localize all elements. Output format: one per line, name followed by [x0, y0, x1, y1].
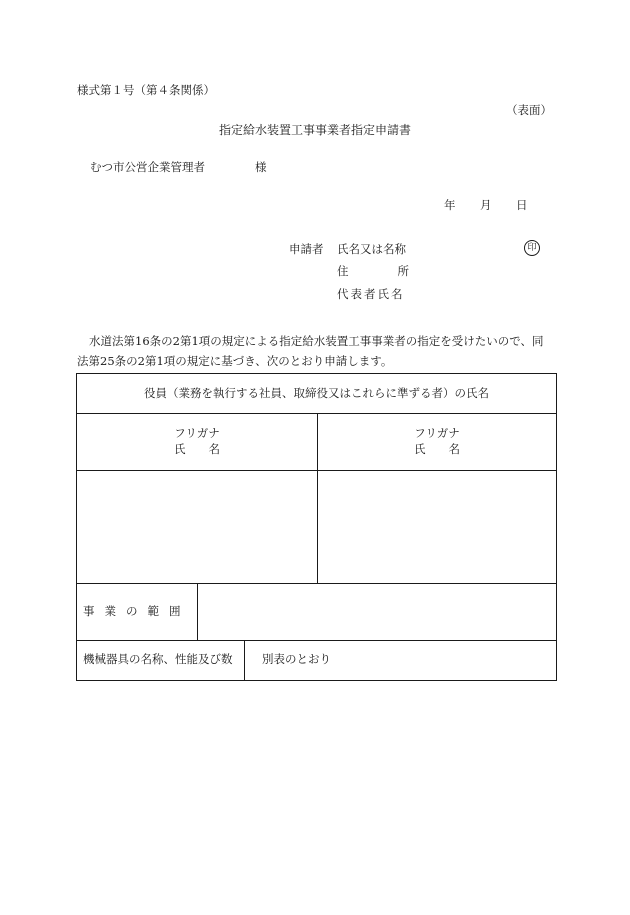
application-table — [76, 373, 557, 681]
left-name-label: 氏 名 — [174, 441, 220, 456]
column-divider — [197, 583, 198, 640]
recipient-name: むつ市公営企業管理者 — [90, 160, 205, 174]
officers-heading: 役員（業務を執行する社員、取締役又はこれらに準ずる者）の氏名 — [144, 386, 489, 400]
right-name-label: 氏 名 — [414, 441, 460, 456]
date-year: 年 — [444, 198, 456, 212]
address-char-1: 住 — [337, 264, 349, 278]
business-scope-label: 事業の範囲 — [83, 604, 191, 618]
applicant-name-label: 氏名又は名称 — [337, 242, 406, 256]
applicant-address-label — [337, 266, 409, 278]
row-divider — [77, 640, 556, 641]
date-month: 月 — [480, 198, 492, 212]
document-title: 指定給水装置工事事業者指定申請書 — [218, 123, 411, 137]
address-char-2: 所 — [397, 264, 409, 278]
row-divider — [77, 583, 556, 584]
equipment-value: 別表のとおり — [262, 652, 331, 666]
applicant-label: 申請者 — [289, 242, 324, 256]
application-statement: 水道法第16条の2第1項の規定による指定給水装置工事事業者の指定を受けたいので、同法第25条の2第1項の規定に基づき、次のとおり申請します。 — [77, 334, 544, 368]
column-divider — [244, 640, 245, 680]
representative-label: 代表者氏名 — [337, 287, 405, 301]
right-furigana-label: フリガナ — [414, 426, 460, 440]
left-name-column-header — [77, 428, 317, 455]
left-furigana-label: フリガナ — [174, 426, 220, 440]
date-day: 日 — [516, 198, 528, 212]
recipient-honorific: 様 — [255, 160, 267, 174]
right-name-column-header — [317, 428, 557, 455]
equipment-label: 機械器具の名称、性能及び数 — [83, 652, 233, 666]
seal-icon: 印 — [524, 240, 540, 256]
page-side-label: （表面） — [506, 103, 552, 117]
form-number: 様式第１号（第４条関係） — [77, 83, 215, 97]
